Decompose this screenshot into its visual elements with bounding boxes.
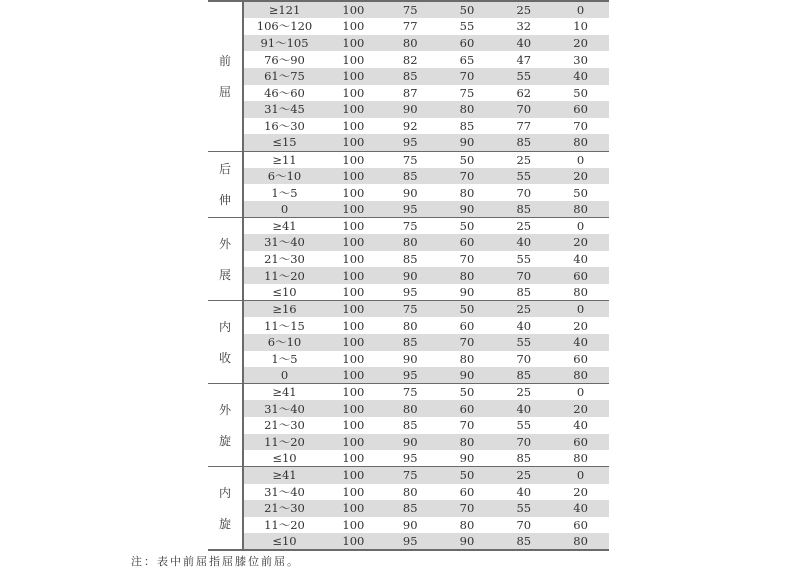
score-cell: 80 [439, 434, 496, 451]
score-cell: 75 [382, 384, 439, 401]
range-cell: 11～20 [243, 267, 325, 284]
group-label-cell [208, 301, 243, 384]
table-row [208, 517, 609, 534]
group-label-char: 前 [218, 53, 231, 68]
score-cell: 60 [552, 434, 609, 451]
score-cell: 100 [325, 467, 382, 484]
table-row [208, 417, 609, 434]
score-cell: 50 [573, 185, 588, 200]
score-cell: 50 [439, 467, 496, 484]
group-label-cell [208, 1, 243, 151]
range-cell: 1～5 [271, 351, 298, 366]
score-cell: 100 [342, 518, 365, 533]
range-cell: ≥121 [243, 1, 325, 18]
score-cell: 90 [459, 285, 475, 300]
score-cell: 0 [552, 1, 609, 18]
score-cell: 20 [552, 35, 609, 52]
table-row [208, 68, 609, 85]
score-cell: 90 [382, 267, 439, 284]
score-cell: 80 [459, 518, 475, 533]
score-cell: 100 [325, 1, 382, 18]
score-cell: 50 [439, 384, 496, 401]
score-cell: 100 [325, 201, 382, 218]
score-cell: 100 [325, 500, 382, 517]
table-row [208, 184, 609, 201]
range-cell: 16～30 [264, 119, 305, 134]
table-row [208, 301, 609, 318]
score-cell: 40 [573, 418, 588, 433]
group-label [208, 384, 242, 466]
score-cell: 100 [325, 218, 382, 235]
score-cell: 95 [382, 367, 439, 384]
score-cell: 50 [439, 1, 496, 18]
score-cell: 80 [552, 201, 609, 218]
table-row [208, 533, 609, 550]
range-cell: ≥41 [243, 218, 325, 235]
score-cell: 80 [573, 285, 588, 300]
score-cell: 25 [495, 218, 552, 235]
score-cell: 100 [342, 119, 365, 134]
table-row [208, 168, 609, 185]
score-cell: 90 [402, 518, 418, 533]
group-label [208, 152, 242, 218]
score-cell: 10 [573, 19, 588, 34]
score-cell: 90 [382, 101, 439, 118]
score-cell: 20 [573, 484, 588, 499]
group-label [208, 467, 242, 549]
group-label-char: 外 [218, 236, 231, 251]
table-body [208, 1, 609, 550]
range-cell: 46～60 [264, 85, 305, 100]
score-cell: 60 [439, 234, 496, 251]
table-row [208, 251, 609, 268]
score-cell: 100 [325, 168, 382, 185]
score-cell: 25 [495, 301, 552, 318]
score-cell: 70 [439, 168, 496, 185]
score-cell: 75 [459, 85, 475, 100]
score-cell: 80 [552, 533, 609, 550]
group-label-char: 收 [218, 350, 231, 365]
score-cell: 75 [382, 151, 439, 168]
score-cell: 60 [459, 318, 475, 333]
table-row [208, 400, 609, 417]
score-cell: 90 [439, 201, 496, 218]
table-row [208, 1, 609, 18]
range-cell: ≥41 [243, 384, 325, 401]
score-cell: 90 [439, 367, 496, 384]
score-cell: 80 [382, 400, 439, 417]
score-cell: 77 [402, 19, 418, 34]
table-row [208, 317, 609, 334]
score-cell: 100 [342, 52, 365, 67]
score-cell: 55 [495, 68, 552, 85]
table-row [208, 367, 609, 384]
score-cell: 55 [495, 334, 552, 351]
score-cell: 60 [552, 101, 609, 118]
score-cell: 25 [495, 1, 552, 18]
group-label-cell [208, 467, 243, 551]
table-row [208, 51, 609, 68]
score-cell: 50 [573, 85, 588, 100]
score-cell: 32 [516, 19, 532, 34]
score-cell: 85 [495, 367, 552, 384]
score-cell: 40 [495, 400, 552, 417]
score-cell: 100 [342, 19, 365, 34]
score-cell: 20 [552, 400, 609, 417]
score-cell: 100 [325, 400, 382, 417]
score-cell: 25 [495, 467, 552, 484]
score-cell: 60 [439, 400, 496, 417]
range-cell: 6～10 [243, 334, 325, 351]
score-cell: 77 [516, 119, 532, 134]
score-cell: 60 [439, 35, 496, 52]
score-cell: 85 [402, 418, 418, 433]
group-label [208, 301, 242, 383]
group-label [208, 2, 242, 151]
score-cell: 80 [552, 367, 609, 384]
table-row [208, 101, 609, 118]
score-cell: 100 [325, 68, 382, 85]
score-cell: 75 [382, 301, 439, 318]
score-cell: 25 [495, 151, 552, 168]
score-cell: 92 [402, 119, 418, 134]
range-cell: 31～40 [264, 484, 305, 499]
score-cell: 40 [495, 35, 552, 52]
score-cell: 70 [439, 334, 496, 351]
range-cell: 61～75 [243, 68, 325, 85]
score-cell: 85 [382, 168, 439, 185]
score-cell: 95 [402, 451, 418, 466]
score-cell: 40 [573, 252, 588, 267]
table-row [208, 450, 609, 467]
score-cell: 100 [342, 484, 365, 499]
score-cell: 100 [325, 334, 382, 351]
score-cell: 60 [573, 518, 588, 533]
score-cell: 50 [439, 218, 496, 235]
score-cell: 90 [459, 451, 475, 466]
table-row [208, 484, 609, 501]
score-cell: 70 [439, 68, 496, 85]
table-row [208, 334, 609, 351]
score-cell: 60 [573, 351, 588, 366]
score-cell: 100 [325, 35, 382, 52]
group-label-char: 内 [218, 319, 231, 334]
score-cell: 75 [382, 218, 439, 235]
score-cell: 55 [495, 168, 552, 185]
table-row [208, 434, 609, 451]
score-cell: 90 [439, 134, 496, 151]
table-row [208, 85, 609, 102]
score-cell: 75 [382, 1, 439, 18]
score-cell: 70 [459, 252, 475, 267]
score-cell: 40 [552, 500, 609, 517]
score-cell: 50 [439, 151, 496, 168]
range-cell: ≥41 [243, 467, 325, 484]
score-cell: 100 [342, 351, 365, 366]
score-cell: 100 [325, 267, 382, 284]
score-cell: 100 [342, 285, 365, 300]
range-cell: 6～10 [243, 168, 325, 185]
table-row [208, 234, 609, 251]
group-label-char: 后 [218, 161, 231, 176]
score-cell: 20 [552, 168, 609, 185]
score-cell: 20 [573, 318, 588, 333]
score-cell: 85 [382, 68, 439, 85]
score-cell: 100 [325, 301, 382, 318]
range-cell: 0 [243, 367, 325, 384]
score-cell: 80 [439, 267, 496, 284]
range-cell: ≥11 [243, 151, 325, 168]
group-label-char: 旋 [218, 516, 231, 531]
score-cell: 70 [495, 267, 552, 284]
score-cell: 55 [495, 500, 552, 517]
score-cell: 70 [516, 185, 532, 200]
table-row [208, 218, 609, 235]
score-cell: 80 [402, 318, 418, 333]
group-label-char: 展 [218, 267, 231, 282]
score-cell: 90 [402, 351, 418, 366]
score-cell: 0 [552, 467, 609, 484]
score-cell: 0 [552, 301, 609, 318]
score-cell: 60 [459, 484, 475, 499]
score-cell: 25 [495, 384, 552, 401]
score-cell: 40 [552, 334, 609, 351]
score-cell: 100 [325, 533, 382, 550]
score-cell: 80 [402, 484, 418, 499]
score-cell: 85 [382, 500, 439, 517]
score-cell: 100 [325, 151, 382, 168]
table-row [208, 351, 609, 368]
score-cell: 40 [516, 484, 532, 499]
score-cell: 80 [382, 35, 439, 52]
score-cell: 40 [495, 234, 552, 251]
range-cell: 21～30 [264, 418, 305, 433]
table-row [208, 467, 609, 484]
score-cell: 82 [402, 52, 418, 67]
range-cell: 31～45 [243, 101, 325, 118]
score-cell: 95 [382, 533, 439, 550]
score-cell: 85 [495, 134, 552, 151]
score-cell: 95 [382, 134, 439, 151]
score-cell: 85 [382, 334, 439, 351]
range-cell: 106～120 [256, 19, 313, 34]
range-cell: ≥16 [243, 301, 325, 318]
score-cell: 40 [552, 68, 609, 85]
score-cell: 70 [495, 101, 552, 118]
score-cell: 100 [342, 451, 365, 466]
score-cell: 85 [516, 451, 532, 466]
score-cell: 0 [552, 218, 609, 235]
score-cell: 47 [516, 52, 532, 67]
score-cell: 55 [516, 418, 532, 433]
score-cell: 100 [342, 318, 365, 333]
score-cell: 100 [325, 434, 382, 451]
table-row [208, 35, 609, 52]
score-cell: 100 [325, 134, 382, 151]
score-cell: 90 [402, 185, 418, 200]
score-cell: 65 [459, 52, 475, 67]
score-cell: 70 [516, 518, 532, 533]
score-cell: 30 [573, 52, 588, 67]
range-cell: 21～30 [264, 252, 305, 267]
score-cell: 0 [552, 384, 609, 401]
score-cell: 85 [495, 201, 552, 218]
range-cell: 31～40 [243, 400, 325, 417]
range-cell: 0 [243, 201, 325, 218]
score-cell: 80 [439, 101, 496, 118]
score-cell: 55 [516, 252, 532, 267]
score-cell: 100 [325, 101, 382, 118]
score-cell: 85 [459, 119, 475, 134]
table-note: 注：表中前屈指屈膝位前屈。 [131, 555, 300, 568]
score-cell: 87 [402, 85, 418, 100]
score-cell: 95 [382, 201, 439, 218]
score-cell: 100 [342, 252, 365, 267]
score-cell: 100 [342, 85, 365, 100]
table-row [208, 201, 609, 218]
score-cell: 90 [382, 434, 439, 451]
group-label [208, 218, 242, 300]
group-label-char: 旋 [218, 433, 231, 448]
score-cell: 50 [439, 301, 496, 318]
score-cell: 70 [495, 434, 552, 451]
table-row [208, 18, 609, 35]
range-cell: ≤10 [272, 451, 297, 466]
range-cell: 11～20 [243, 434, 325, 451]
table-row [208, 500, 609, 517]
score-cell: 100 [342, 418, 365, 433]
group-label-char: 内 [218, 485, 231, 500]
score-cell: 70 [516, 351, 532, 366]
score-cell: 80 [459, 351, 475, 366]
range-cell: 11～20 [264, 518, 305, 533]
score-cell: 20 [552, 234, 609, 251]
score-cell: 55 [459, 19, 475, 34]
range-cell: 1～5 [271, 185, 298, 200]
score-cell: 100 [342, 185, 365, 200]
score-cell: 0 [552, 151, 609, 168]
score-cell: 95 [402, 285, 418, 300]
range-cell: ≤10 [272, 285, 297, 300]
score-cell: 70 [439, 500, 496, 517]
score-cell: 80 [573, 451, 588, 466]
group-label-char: 伸 [218, 192, 231, 207]
group-label-cell [208, 218, 243, 301]
score-cell: 75 [382, 467, 439, 484]
score-cell: 100 [325, 384, 382, 401]
table-row [208, 384, 609, 401]
table-row [208, 134, 609, 151]
score-cell: 85 [495, 533, 552, 550]
score-cell: 60 [552, 267, 609, 284]
group-label-char: 屈 [218, 84, 231, 99]
score-cell: 100 [325, 367, 382, 384]
score-cell: 90 [439, 533, 496, 550]
score-cell: 80 [459, 185, 475, 200]
score-cell: 80 [552, 134, 609, 151]
range-cell: 31～40 [243, 234, 325, 251]
range-cell: ≤10 [243, 533, 325, 550]
score-cell: 85 [402, 252, 418, 267]
table-row [208, 118, 609, 135]
range-cell: 91～105 [243, 35, 325, 52]
range-cell: 76～90 [264, 52, 305, 67]
range-cell: ≤15 [243, 134, 325, 151]
score-cell: 80 [382, 234, 439, 251]
score-cell: 40 [516, 318, 532, 333]
table-row [208, 284, 609, 301]
score-cell: 100 [325, 234, 382, 251]
table-row [208, 151, 609, 168]
score-cell: 62 [516, 85, 532, 100]
range-cell: 21～30 [243, 500, 325, 517]
score-cell: 85 [516, 285, 532, 300]
score-cell: 70 [573, 119, 588, 134]
score-cell: 70 [459, 418, 475, 433]
group-label-cell [208, 384, 243, 467]
table-row [208, 267, 609, 284]
score-table [208, 0, 609, 551]
range-cell: 11～15 [264, 318, 305, 333]
group-label-cell [208, 151, 243, 218]
group-label-char: 外 [218, 402, 231, 417]
